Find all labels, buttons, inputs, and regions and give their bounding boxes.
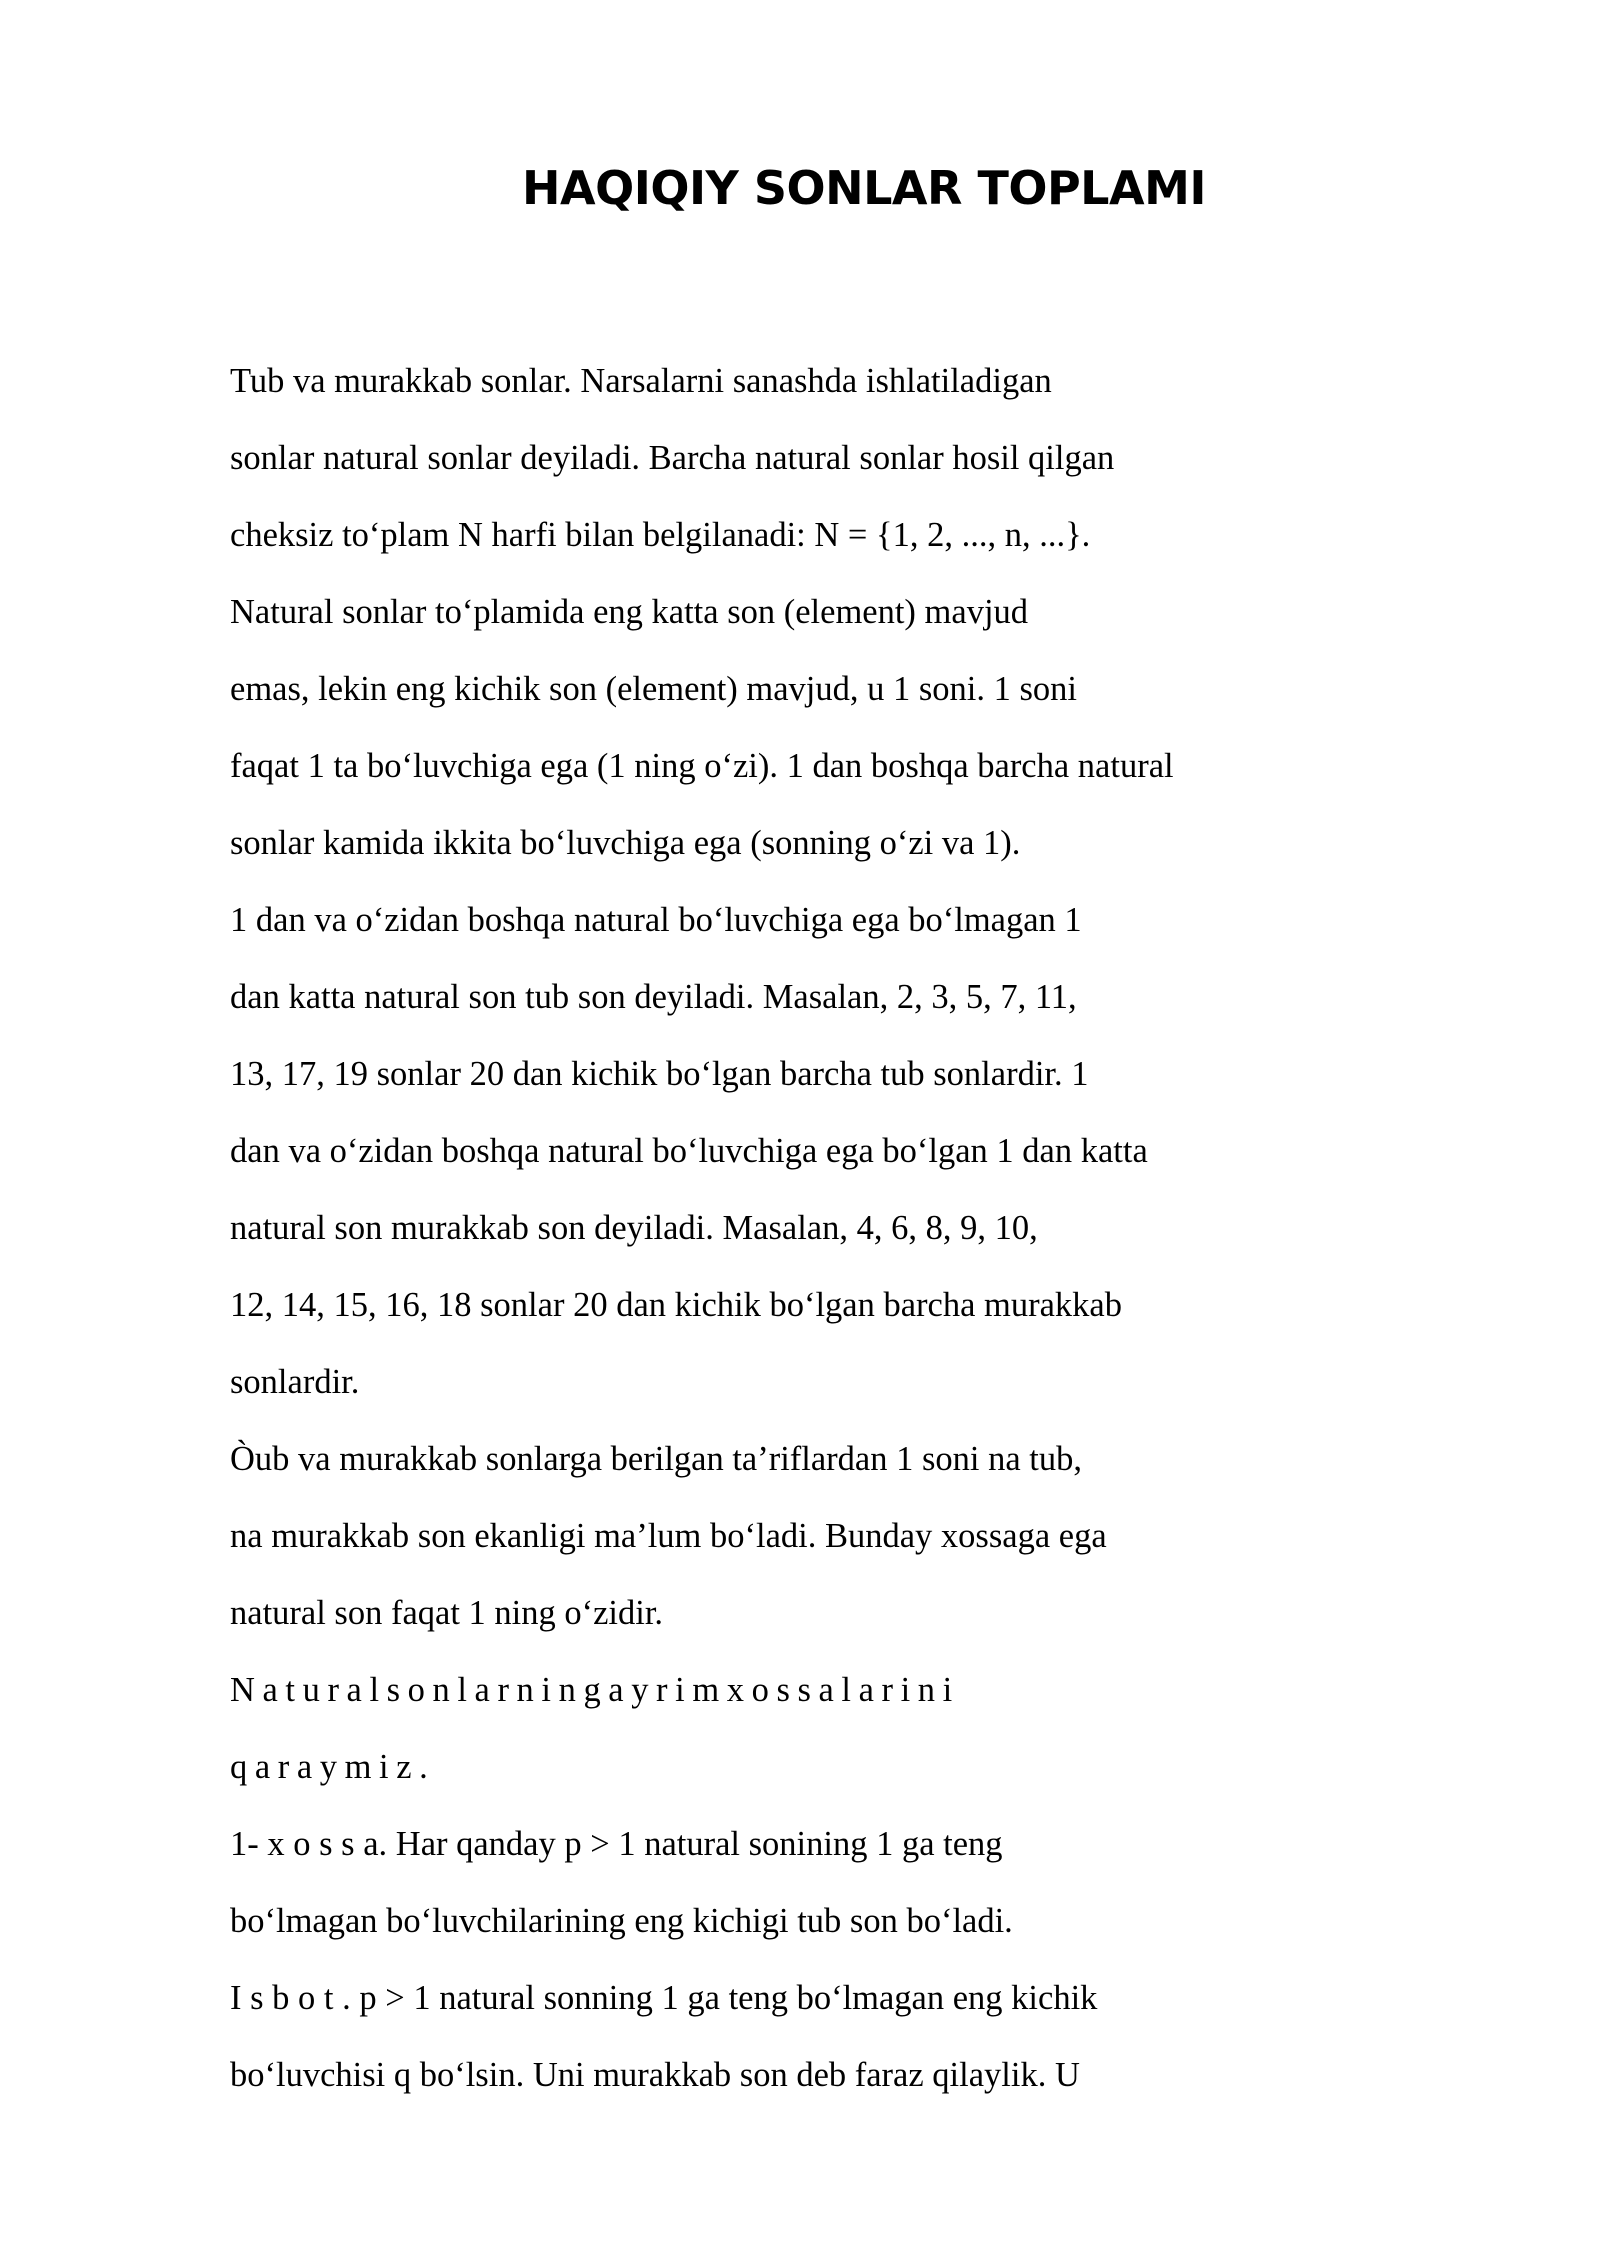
- text-line: faqat 1 ta bo‘luvchiga ega (1 ning o‘zi). 1 dan boshqa barcha natural: [230, 747, 1174, 785]
- text-line: Òub va murakkab sonlarga berilgan ta’riflardan 1 soni na tub,: [230, 1440, 1083, 1478]
- text-line: emas, lekin eng kichik son (element) mavjud, u 1 soni. 1 soni: [230, 670, 1078, 708]
- text-line: bo‘luvchisi q bo‘lsin. Uni murakkab son deb faraz qilaylik. U: [230, 2056, 1080, 2094]
- text-line: na murakkab son ekanligi ma’lum bo‘ladi. Bunday xossaga ega: [230, 1517, 1107, 1555]
- text-line: Natural sonlar to‘plamida eng katta son (element) mavjud: [230, 593, 1029, 631]
- text-line: I s b o t . p > 1 natural sonning 1 ga teng bo‘lmagan eng kichik: [230, 1979, 1098, 2017]
- text-line: 12, 14, 15, 16, 18 sonlar 20 dan kichik bo‘lgan barcha murakkab: [230, 1286, 1122, 1324]
- text-line: natural son faqat 1 ning o‘zidir.: [230, 1594, 664, 1632]
- text-line: sonlar natural sonlar deyiladi. Barcha natural sonlar hosil qilgan: [230, 439, 1115, 477]
- text-line: dan va o‘zidan boshqa natural bo‘luvchiga ega bo‘lgan 1 dan katta: [230, 1132, 1148, 1170]
- text-line: cheksiz to‘plam N harfi bilan belgilanadi: N = {1, 2, ..., n, ...}.: [230, 516, 1091, 554]
- document-title: HAQIQIY SONLAR TOPLAMI: [522, 161, 1206, 215]
- text-line: natural son murakkab son deyiladi. Masalan, 4, 6, 8, 9, 10,: [230, 1209, 1038, 1247]
- document-body: [230, 356, 1390, 2127]
- text-line: 1 dan va o‘zidan boshqa natural bo‘luvchiga ega bo‘lmagan 1: [230, 901, 1082, 939]
- text-line: sonlardir.: [230, 1363, 360, 1401]
- text-line: 13, 17, 19 sonlar 20 dan kichik bo‘lgan barcha tub sonlardir. 1: [230, 1055, 1089, 1093]
- text-line: dan katta natural son tub son deyiladi. Masalan, 2, 3, 5, 7, 11,: [230, 978, 1077, 1016]
- text-line: bo‘lmagan bo‘luvchilarining eng kichigi tub son bo‘ladi.: [230, 1902, 1013, 1940]
- text-line: qaraymiz.: [230, 1748, 436, 1786]
- text-line: Naturalsonlarningayrimxossalarini: [230, 1671, 960, 1709]
- text-line: Tub va murakkab sonlar. Narsalarni sanashda ishlatiladigan: [230, 362, 1052, 400]
- text-line: sonlar kamida ikkita bo‘luvchiga ega (sonning o‘zi va 1).: [230, 824, 1021, 862]
- text-line: 1- x o s s a. Har qanday p > 1 natural sonining 1 ga teng: [230, 1825, 1003, 1863]
